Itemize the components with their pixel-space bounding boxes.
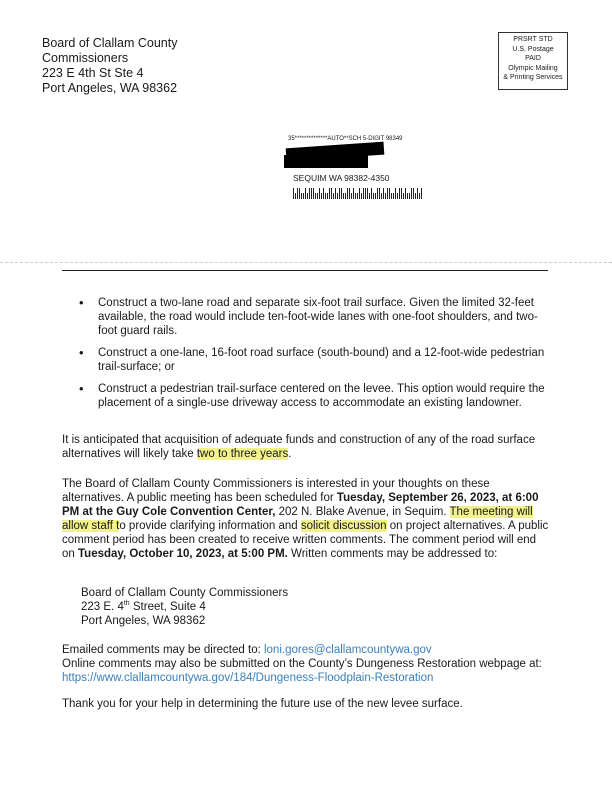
barcode-bar: [351, 193, 352, 199]
list-item: • Construct a one-lane, 16-foot road surface (south-bound) and a 12-foot-wide pedestrian trail-surface; or: [62, 346, 552, 374]
text-span: o provide clarifying information and: [119, 520, 301, 532]
address-line: Port Angeles, WA 98362: [81, 615, 206, 627]
barcode-bar: [377, 188, 378, 199]
postage-indicia: [498, 32, 568, 90]
barcode-bar: [299, 188, 300, 199]
email-link[interactable]: loni.gores@clallamcountywa.gov: [263, 644, 432, 656]
return-address: [42, 36, 177, 96]
barcode-bar: [371, 188, 372, 199]
barcode-bar: [419, 193, 420, 199]
highlighted-text: The meeting will allow staff t: [62, 506, 533, 532]
text-span: Written comments may be addressed to:: [287, 548, 498, 560]
closing-paragraph: Thank you for your help in determining the future use of the new levee surface.: [62, 698, 463, 710]
barcode-bar: [327, 193, 328, 199]
text-span: .: [288, 448, 292, 460]
return-address-line: Commissioners: [42, 51, 129, 65]
recipient-city-line: SEQUIM WA 98382-4350: [293, 173, 390, 183]
barcode-bar: [359, 188, 360, 199]
barcode-bar: [311, 188, 312, 199]
barcode-bar: [403, 193, 404, 199]
text-span: 223 E. 4: [81, 601, 124, 613]
text-span: 202 N. Blake Avenue, in Sequim.: [275, 506, 450, 518]
barcode-bar: [329, 188, 330, 199]
barcode-bar: [315, 193, 316, 199]
barcode-bar: [393, 193, 394, 199]
barcode-bar: [347, 188, 348, 199]
list-item: • Construct a two-lane road and separate six-foot trail surface. Given the limited 32-feet available, the road would include ten-foot-wide lanes with one-foot shoulders, and two-foot guard rails.: [62, 296, 552, 338]
barcode-bar: [323, 188, 324, 199]
barcode-bar: [405, 188, 406, 199]
barcode-bar: [339, 188, 340, 199]
barcode-bar: [337, 193, 338, 199]
barcode-bar: [409, 193, 410, 199]
barcode-bar: [353, 188, 354, 199]
barcode-bar: [417, 188, 418, 199]
barcode-bar: [305, 188, 306, 199]
redaction-mark: [284, 155, 368, 168]
address-line: [81, 600, 288, 614]
recipient-block: [288, 136, 403, 183]
barcode-bar: [295, 193, 296, 199]
text-span: Emailed comments may be directed to:: [62, 644, 264, 656]
webpage-link[interactable]: https://www.clallamcountywa.gov/184/Dungeness-Floodplain-Restoration: [62, 672, 434, 684]
barcode-bar: [361, 193, 362, 199]
barcode-bar: [401, 188, 402, 199]
comment-channels: [62, 643, 552, 685]
mailing-address: [81, 586, 288, 628]
barcode-bar: [341, 188, 342, 199]
barcode-bar: [343, 193, 344, 199]
return-address-line: 223 E 4th St Ste 4: [42, 66, 144, 80]
barcode-bar: [297, 188, 298, 199]
barcode-bar: [415, 193, 416, 199]
barcode-bar: [395, 188, 396, 199]
highlighted-text: two to three years: [196, 448, 289, 460]
list-item: • Construct a pedestrian trail-surface centered on the levee. This option would require the placement of a single-use driveway access to accommodate an existing landowner.: [62, 382, 552, 410]
barcode-bar: [301, 193, 302, 199]
barcode-bar: [375, 193, 376, 199]
barcode-bar: [385, 193, 386, 199]
barcode-bar: [413, 188, 414, 199]
barcode-bar: [349, 188, 350, 199]
barcode-bar: [307, 193, 308, 199]
barcode-bar: [345, 193, 346, 199]
meeting-date-bold: Tuesday, September 26, 2023, at 6:00 PM at the Guy Cole Convention Center,: [62, 492, 539, 518]
barcode-bar: [389, 188, 390, 199]
barcode-bar: [383, 188, 384, 199]
barcode-bar: [321, 193, 322, 199]
barcode-bar: [331, 188, 332, 199]
barcode-bar: [319, 188, 320, 199]
barcode-bar: [367, 188, 368, 199]
alternatives-list: [62, 296, 552, 418]
barcode-bar: [381, 193, 382, 199]
barcode-bar: [387, 188, 388, 199]
barcode-bar: [365, 188, 366, 199]
highlighted-text: solicit discussion: [300, 520, 387, 532]
barcode-bar: [363, 188, 364, 199]
barcode-bar: [399, 188, 400, 199]
barcode-bar: [407, 193, 408, 199]
return-address-line: Board of Clallam County: [42, 36, 178, 50]
divider-rule: [62, 270, 548, 271]
text-span: Online comments may also be submitted on the County’s Dungeness Restoration webpage at:: [62, 658, 542, 670]
barcode-bar: [333, 193, 334, 199]
email-line: [62, 643, 552, 657]
superscript: th: [123, 600, 130, 608]
return-address-line: Port Angeles, WA 98362: [42, 81, 178, 95]
postage-line: & Printing Services: [503, 74, 563, 81]
text-span: It is anticipated that acquisition of adequate funds and construction of any of the road surface alternatives will likely take: [62, 434, 536, 460]
postal-barcode: [293, 188, 422, 199]
fold-line: [0, 262, 612, 263]
barcode-bar: [317, 193, 318, 199]
barcode-bar: [397, 193, 398, 199]
text-span: Street, Suite 4: [129, 601, 206, 613]
meeting-paragraph: [62, 477, 552, 561]
barcode-bar: [373, 193, 374, 199]
address-line: Board of Clallam County Commissioners: [81, 587, 289, 599]
postage-line: PAID: [525, 55, 541, 62]
text-span: The Board of Clallam County Commissioners is interested in your thoughts on these alternatives. A public meeting has been scheduled for: [62, 478, 490, 504]
timeline-paragraph: [62, 433, 552, 461]
barcode-bar: [391, 193, 392, 199]
barcode-bar: [369, 193, 370, 199]
barcode-bar: [293, 188, 294, 199]
online-line: [62, 657, 552, 685]
postage-line: PRSRT STD: [513, 36, 553, 43]
deadline-bold: Tuesday, October 10, 2023, at 5:00 PM.: [78, 548, 288, 560]
barcode-bar: [309, 188, 310, 199]
barcode-bar: [335, 188, 336, 199]
barcode-bar: [313, 188, 314, 199]
barcode-bar: [325, 193, 326, 199]
barcode-bar: [421, 188, 422, 199]
barcode-bar: [411, 188, 412, 199]
barcode-bar: [357, 193, 358, 199]
presort-line: 35**************AUTO**SCH 5-DIGIT 98349: [288, 136, 403, 142]
barcode-bar: [379, 188, 380, 199]
text-span: on project alternatives. A public comment period has been created to receive written comments. The comment period will end on: [62, 520, 549, 560]
postage-line: U.S. Postage: [512, 45, 554, 53]
barcode-bar: [355, 193, 356, 199]
barcode-bar: [303, 193, 304, 199]
postage-line: Olympic Mailing: [508, 64, 558, 72]
